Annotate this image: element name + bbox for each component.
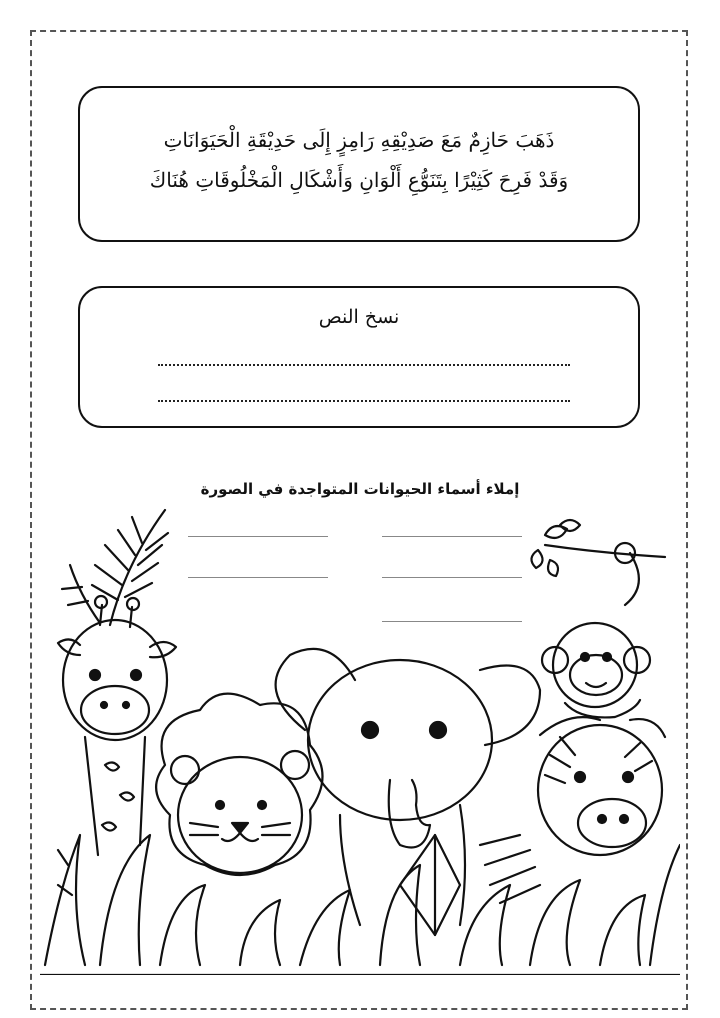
copy-writing-line-2[interactable] (158, 400, 570, 402)
animals-illustration (40, 505, 680, 975)
copy-writing-line-1[interactable] (158, 364, 570, 366)
giraffe-icon (58, 596, 176, 855)
story-box (78, 86, 640, 242)
story-line-1: ذَهَبَ حَازِمٌ مَعَ صَدِيْقِهِ رَامِزٍ إِلَى حَدِيْقَةِ الْحَيَوَانَاتِ (163, 128, 555, 152)
branch-icon (531, 520, 665, 576)
elephant-icon (276, 649, 540, 925)
zebra-icon (480, 717, 665, 903)
copy-box (78, 286, 640, 428)
story-line-2: وَقَدْ فَرِحَ كَثِيْرًا بِتَنَوُّعِ أَلْوَانِ وَأَشْكَالِ الْمَخْلُوقَاتِ هُنَاكَ (149, 168, 569, 192)
monkey-icon (542, 553, 650, 717)
dictation-title: إملاء أسماء الحيوانات المتواجدة في الصورة (200, 480, 520, 498)
copy-title: نسخ النص (318, 306, 400, 328)
lion-icon (156, 694, 322, 875)
palm-leaves-icon (62, 510, 168, 625)
foliage-icon (40, 835, 680, 975)
